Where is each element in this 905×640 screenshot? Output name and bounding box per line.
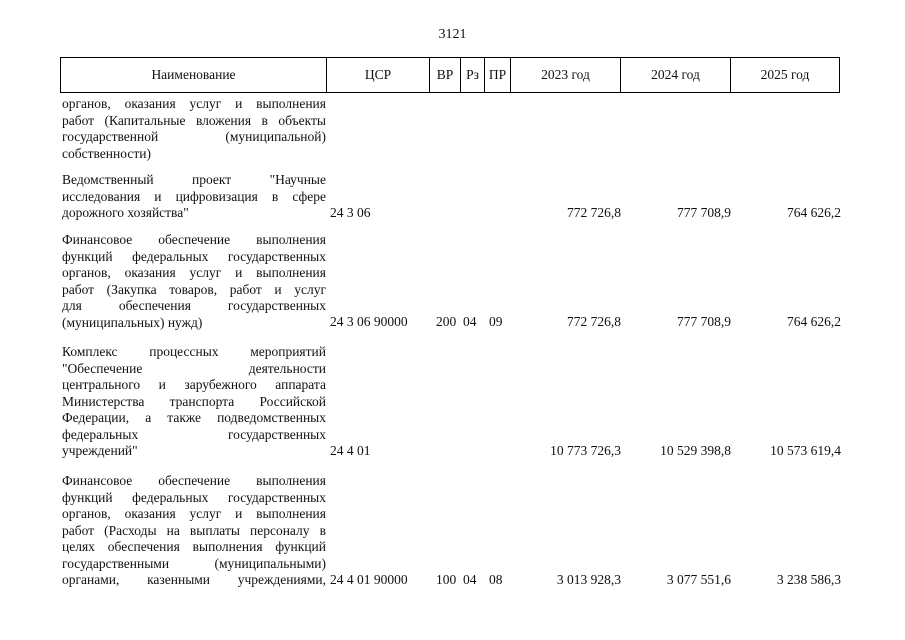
row-name-line: собственности): [62, 145, 151, 161]
row-csr: 24 3 06 90000: [330, 314, 408, 329]
row-amount-2023: 772 726,8: [567, 314, 621, 329]
row-vr: 200: [436, 314, 457, 329]
row-name-line: органов, оказания услуг и выполнения: [62, 265, 326, 280]
row-name-line: государственными (муниципальными): [62, 555, 326, 571]
row-vr: 100: [436, 572, 457, 587]
row-name: [62, 473, 326, 589]
header-2023: 2023 год: [511, 58, 621, 92]
row-name: [62, 96, 326, 162]
row-name-line: работ (Расходы на выплаты персоналу в: [62, 522, 326, 538]
row-name: [62, 172, 326, 222]
row-amount-2023: 3 013 928,3: [556, 572, 621, 587]
row-name: [62, 232, 326, 331]
row-pr: 08: [489, 572, 503, 587]
row-name-line: исследования и цифровизация в сфере: [62, 188, 326, 204]
row-csr: 24 3 06: [330, 205, 371, 220]
row-name-line: Финансовое обеспечение выполнения: [62, 473, 326, 488]
row-name-line: работ (Закупка товаров, работ и услуг: [62, 281, 326, 297]
row-name-line: работ (Капитальные вложения в объекты: [62, 112, 326, 128]
row-amount-2024: 3 077 551,6: [666, 572, 731, 587]
row-name-line: (муниципальных) нужд): [62, 314, 203, 330]
row-name-line: Финансовое обеспечение выполнения: [62, 232, 326, 247]
row-amount-2025: 764 626,2: [787, 314, 841, 329]
header-vr: ВР: [430, 58, 461, 92]
row-name-line: Федерации, а также подведомственных: [62, 410, 326, 425]
row-name-line: Министерства транспорта Российской: [62, 393, 326, 409]
header-2025: 2025 год: [760, 67, 810, 82]
row-name-line: целях обеспечения выполнения функций: [62, 539, 326, 554]
header-name: Наименование: [61, 58, 327, 92]
header-2024: 2024 год: [621, 58, 731, 92]
row-csr: 24 4 01 90000: [330, 572, 408, 587]
row-amount-2023: 772 726,8: [567, 205, 621, 220]
row-name-line: центрального и зарубежного аппарата: [62, 377, 326, 392]
row-name-line: Комплекс процессных мероприятий: [62, 344, 326, 359]
row-rz: 04: [463, 314, 477, 329]
row-name-line: органов, оказания услуг и выполнения: [62, 96, 326, 111]
row-amount-2025: 764 626,2: [787, 205, 841, 220]
row-csr: 24 4 01: [330, 443, 371, 458]
row-amount-2024: 777 708,9: [677, 314, 731, 329]
row-name-line: "Обеспечение деятельности: [62, 360, 326, 376]
row-name-line: функций федеральных государственных: [62, 489, 326, 505]
row-amount-2025: 10 573 619,4: [770, 443, 841, 458]
row-name-line: федеральных государственных: [62, 426, 326, 442]
row-amount-2024: 10 529 398,8: [660, 443, 731, 458]
row-name-line: органами, казенными учреждениями,: [62, 572, 326, 587]
page-number: 3121: [438, 27, 467, 42]
row-name-line: дорожного хозяйства": [62, 205, 189, 220]
row-name-line: государственной (муниципальной): [62, 129, 326, 144]
header-csr: ЦСР: [327, 58, 430, 92]
header-rz: Рз: [461, 58, 485, 92]
row-name-line: Ведомственный проект "Научные: [62, 172, 326, 187]
row-name-line: функций федеральных государственных: [62, 248, 326, 264]
row-rz: 04: [463, 572, 477, 587]
row-amount-2023: 10 773 726,3: [550, 443, 621, 458]
row-amount-2024: 777 708,9: [677, 205, 731, 220]
header-pr: ПР: [485, 58, 511, 92]
row-name: [62, 344, 326, 460]
row-amount-2025: 3 238 586,3: [776, 572, 841, 587]
row-name-line: учреждений": [62, 443, 138, 458]
row-name-line: органов, оказания услуг и выполнения: [62, 506, 326, 521]
row-pr: 09: [489, 314, 503, 329]
row-name-line: для обеспечения государственных: [62, 298, 326, 313]
